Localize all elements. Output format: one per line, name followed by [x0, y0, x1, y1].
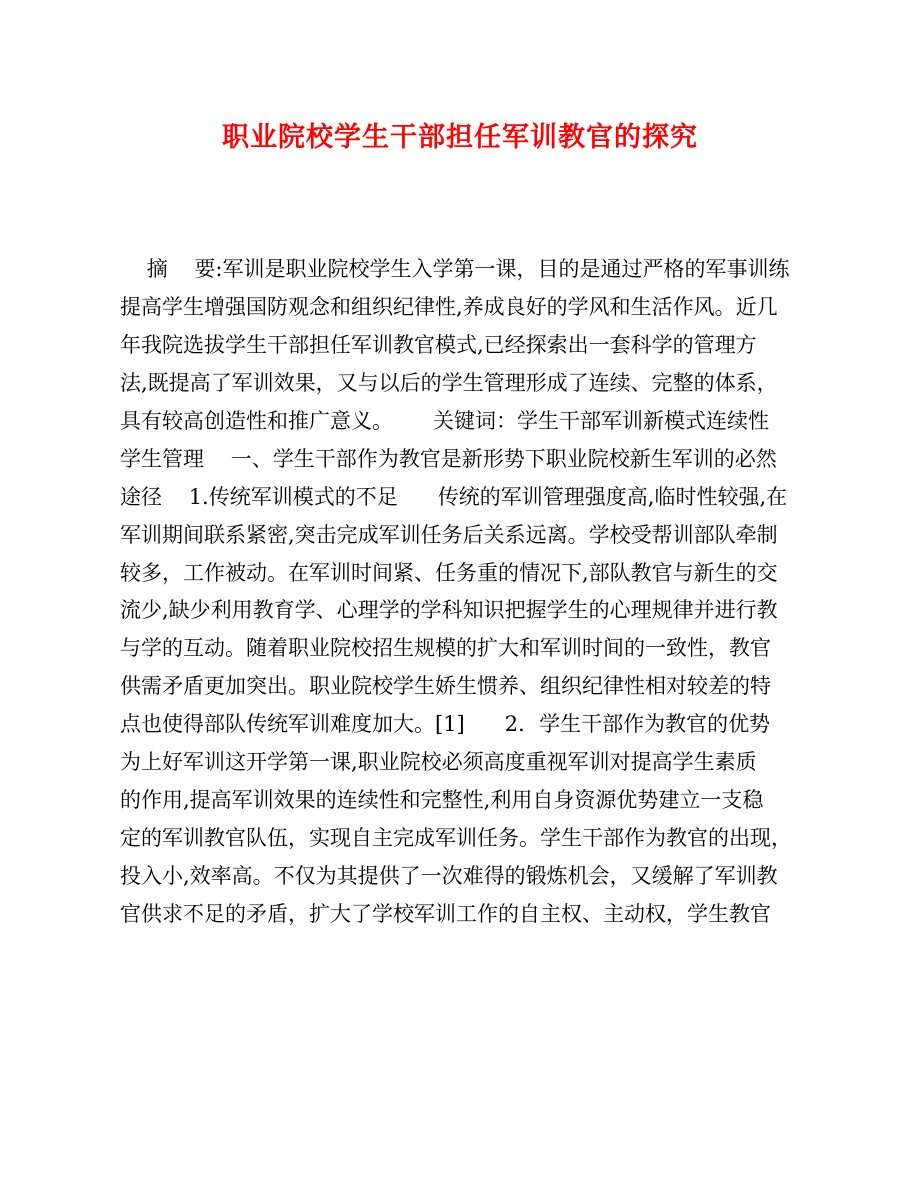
body-text-line: 摘 要:军训是职业院校学生入学第一课，目的是通过严格的军事训练 — [120, 257, 790, 281]
body-text-line: 学生管理 一、学生干部作为教官是新形势下职业院校新生军训的必然 — [120, 446, 777, 471]
body-text-line: 官供求不足的矛盾，扩大了学校军训工作的自主权、主动权，学生教官 — [120, 901, 771, 926]
document-body — [120, 251, 800, 934]
body-text-line: 流少,缺少利用教育学、心理学的学科知识把握学生的心理规律并进行教 — [120, 598, 778, 623]
document-title: 职业院校学生干部担任军训教官的探究 — [222, 122, 698, 153]
body-text-line: 为上好军训这开学第一课,职业院校必须高度重视军训对提高学生素质 — [120, 750, 757, 775]
body-text-line: 法,既提高了军训效果，又与以后的学生管理形成了连续、完整的体系， — [120, 370, 778, 395]
body-text-line: 较多，工作被动。在军训时间紧、任务重的情况下,部队教官与新生的交 — [120, 560, 778, 585]
body-text-line: 投入小,效率高。不仅为其提供了一次难得的锻炼机会，又缓解了军训教 — [120, 864, 778, 888]
body-text-line: 的作用,提高军训效果的连续性和完整性,利用自身资源优势建立一支稳 — [120, 788, 764, 813]
body-text-line: 提高学生增强国防观念和组织纪律性,养成良好的学风和生活作风。近几 — [120, 294, 778, 319]
body-text-line: 供需矛盾更加突出。职业院校学生娇生惯养、组织纪律性相对较差的特 — [120, 674, 771, 699]
body-text-line: 点也使得部队传统军训难度加大。[1] 2．学生干部作为教官的优势 — [120, 712, 771, 737]
body-text-line: 途径 1.传统军训模式的不足 传统的军训管理强度高,临时性较强,在 — [120, 484, 788, 509]
body-text-line: 具有较高创造性和推广意义。 关键词：学生干部军训新模式连续性 — [120, 408, 770, 433]
body-text-line: 定的军训教官队伍，实现自主完成军训任务。学生干部作为教官的出现， — [120, 826, 792, 851]
body-text-line: 与学的互动。随着职业院校招生规模的扩大和军训时间的一致性，教官 — [120, 636, 771, 661]
body-text-line: 军训期间联系紧密,突击完成军训任务后关系远离。学校受帮训部队牵制 — [120, 522, 778, 547]
body-text-line: 年我院选拔学生干部担任军训教官模式,已经探索出一套科学的管理方 — [120, 332, 757, 357]
